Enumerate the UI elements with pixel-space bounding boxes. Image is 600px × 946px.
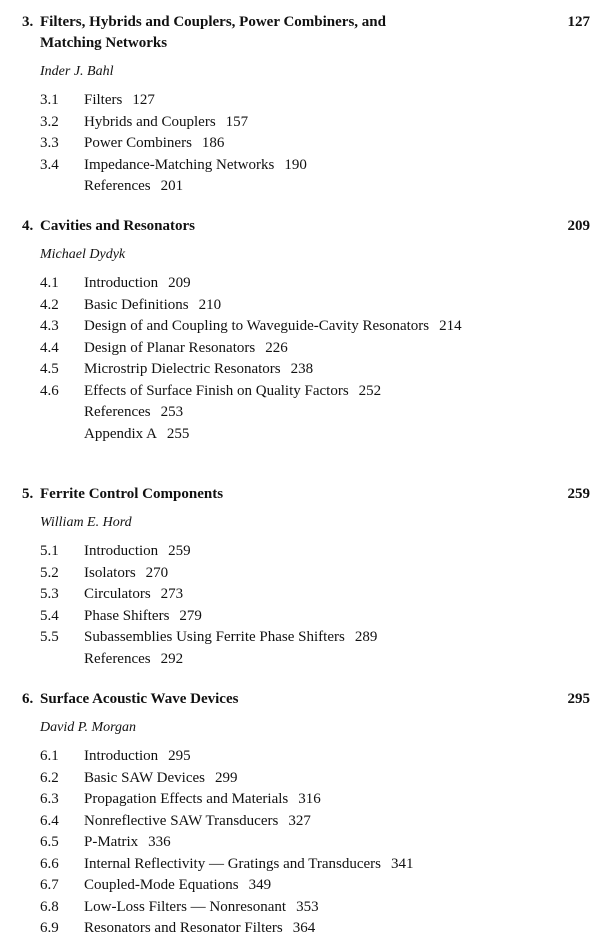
section-list — [0, 90, 600, 198]
section-title: Nonreflective SAW Transducers — [84, 812, 279, 829]
section-page-number: 127 — [132, 92, 155, 108]
section-number: 5.4 — [40, 607, 59, 624]
section-entry — [0, 112, 600, 134]
section-number: 3.4 — [40, 156, 59, 173]
section-number: 4.2 — [40, 296, 59, 313]
section-title: Introduction — [84, 275, 159, 291]
section-number: 3.1 — [40, 92, 59, 108]
section-number: 6.2 — [40, 769, 59, 786]
section-entry — [0, 627, 600, 649]
chapter-author: William E. Hord — [40, 515, 132, 530]
section-entry — [0, 811, 600, 833]
section-title: Basic Definitions — [84, 296, 189, 313]
section-number: 4.6 — [40, 382, 59, 399]
section-number — [40, 402, 84, 424]
section-entry — [0, 563, 600, 585]
section-title: Propagation Effects and Materials — [84, 791, 289, 807]
section-entry — [0, 541, 600, 563]
section-entry — [0, 768, 600, 790]
chapter-entry — [0, 216, 600, 445]
section-page-number: 214 — [439, 318, 462, 334]
section-list — [0, 273, 600, 445]
section-title: Subassemblies Using Ferrite Phase Shifters — [84, 629, 345, 645]
section-number: 4.3 — [40, 318, 59, 334]
section-title: References — [84, 650, 151, 667]
section-entry — [0, 584, 600, 606]
section-entry — [0, 381, 600, 403]
section-page-number: 210 — [198, 296, 222, 313]
section-number: 5.2 — [40, 564, 59, 581]
section-page-number: 238 — [290, 361, 314, 377]
section-entry — [0, 789, 600, 811]
section-title: Circulators — [84, 586, 151, 602]
section-entry — [0, 176, 600, 198]
section-page-number: 316 — [298, 791, 321, 807]
section-number: 6.1 — [40, 748, 59, 764]
section-title: Coupled-Mode Equations — [84, 877, 239, 893]
section-title: Phase Shifters — [84, 607, 170, 624]
chapter-page-number: 259 — [567, 486, 590, 502]
chapter-entry — [0, 484, 600, 670]
section-page-number: 157 — [225, 113, 249, 130]
section-title: References — [84, 404, 151, 420]
section-title: Low-Loss Filters — Nonresonant — [84, 898, 287, 915]
section-entry — [0, 133, 600, 155]
chapter-title — [0, 689, 462, 710]
chapter-title — [0, 216, 462, 237]
section-page-number: 270 — [145, 564, 169, 581]
section-entry — [0, 402, 600, 424]
section-title: Hybrids and Couplers — [84, 113, 216, 130]
section-entry — [0, 649, 600, 671]
section-page-number: 289 — [354, 629, 378, 645]
section-number: 6.5 — [40, 834, 59, 850]
section-page-number: 252 — [358, 382, 382, 399]
chapter-title-text: Ferrite Control Components — [40, 486, 224, 502]
section-page-number: 327 — [288, 812, 311, 829]
section-page-number: 292 — [160, 650, 184, 667]
section-entry — [0, 854, 600, 876]
section-entry — [0, 606, 600, 628]
chapter-page-number: 127 — [567, 14, 590, 30]
section-number: 6.8 — [40, 898, 59, 915]
section-title: Design of and Coupling to Waveguide-Cavity Resonators — [84, 318, 430, 334]
section-page-number: 341 — [391, 855, 414, 872]
section-title: References — [84, 178, 151, 194]
chapter-number: 5. — [22, 486, 34, 502]
section-number: 4.5 — [40, 361, 59, 377]
section-entry — [0, 338, 600, 360]
section-number: 5.3 — [40, 586, 59, 602]
section-title: Microstrip Dielectric Resonators — [84, 361, 281, 377]
section-title: Design of Planar Resonators — [84, 339, 256, 356]
section-page-number: 336 — [148, 834, 171, 850]
chapter-title — [0, 12, 462, 54]
section-number: 3.2 — [40, 113, 59, 130]
section-number: 3.3 — [40, 135, 59, 151]
chapter-number: 6. — [22, 691, 34, 707]
section-page-number: 295 — [168, 748, 191, 764]
chapter-author: Inder J. Bahl — [40, 64, 114, 79]
section-number: 5.1 — [40, 543, 59, 559]
section-entry — [0, 918, 600, 940]
section-page-number: 273 — [160, 586, 184, 602]
section-page-number: 349 — [248, 877, 272, 893]
section-number: 6.6 — [40, 855, 59, 872]
section-page-number: 190 — [284, 156, 307, 173]
section-list — [0, 541, 600, 670]
section-number: 6.3 — [40, 791, 59, 807]
section-page-number: 186 — [201, 135, 225, 151]
section-number: 4.1 — [40, 275, 59, 291]
section-title: Introduction — [84, 543, 159, 559]
section-entry — [0, 273, 600, 295]
section-page-number: 353 — [296, 898, 319, 915]
section-page-number: 364 — [292, 920, 316, 936]
section-page-number: 299 — [215, 769, 238, 786]
chapter-title-text: Cavities and Resonators — [40, 218, 196, 234]
section-entry — [0, 359, 600, 381]
section-page-number: 253 — [160, 404, 184, 420]
section-number — [40, 176, 84, 198]
section-entry — [0, 90, 600, 112]
chapter-number: 4. — [22, 218, 34, 234]
chapter-page-number: 295 — [567, 691, 590, 707]
section-title: Power Combiners — [84, 135, 192, 151]
section-title: Impedance-Matching Networks — [84, 156, 275, 173]
chapter-author: Michael Dydyk — [40, 247, 126, 262]
section-entry — [0, 424, 600, 446]
chapter-author: David P. Morgan — [40, 720, 137, 735]
section-title: P-Matrix — [84, 834, 139, 850]
section-entry — [0, 897, 600, 919]
section-entry — [0, 832, 600, 854]
chapter-page-number: 209 — [567, 218, 590, 234]
section-page-number: 259 — [168, 543, 191, 559]
section-list — [0, 746, 600, 940]
section-number: 6.7 — [40, 877, 59, 893]
section-page-number: 201 — [160, 178, 184, 194]
section-number — [40, 424, 84, 446]
section-title: Introduction — [84, 748, 159, 764]
section-title: Effects of Surface Finish on Quality Factors — [84, 382, 349, 399]
section-entry — [0, 155, 600, 177]
section-entry — [0, 316, 600, 338]
section-number: 6.4 — [40, 812, 59, 829]
section-title: Internal Reflectivity — Gratings and Transducers — [84, 855, 382, 872]
chapter-title — [0, 484, 462, 505]
section-title: Resonators and Resonator Filters — [84, 920, 283, 936]
section-entry — [0, 875, 600, 897]
section-page-number: 209 — [168, 275, 191, 291]
section-page-number: 255 — [166, 425, 190, 442]
section-title: Isolators — [84, 564, 136, 581]
chapter-title-text: Filters, Hybrids and Couplers, Power Combiners, and Matching Networks — [40, 14, 386, 51]
section-page-number: 279 — [179, 607, 202, 624]
section-entry — [0, 295, 600, 317]
section-number: 5.5 — [40, 629, 59, 645]
section-number: 4.4 — [40, 339, 59, 356]
chapter-title-text: Surface Acoustic Wave Devices — [40, 691, 239, 707]
section-number — [40, 649, 84, 671]
chapter-entry — [0, 12, 600, 198]
section-page-number: 226 — [265, 339, 288, 356]
section-entry — [0, 746, 600, 768]
section-title: Filters — [84, 92, 123, 108]
chapter-number: 3. — [22, 14, 34, 30]
section-title: Basic SAW Devices — [84, 769, 205, 786]
chapter-entry — [0, 689, 600, 940]
section-number: 6.9 — [40, 920, 59, 936]
section-title: Appendix A — [84, 425, 157, 442]
